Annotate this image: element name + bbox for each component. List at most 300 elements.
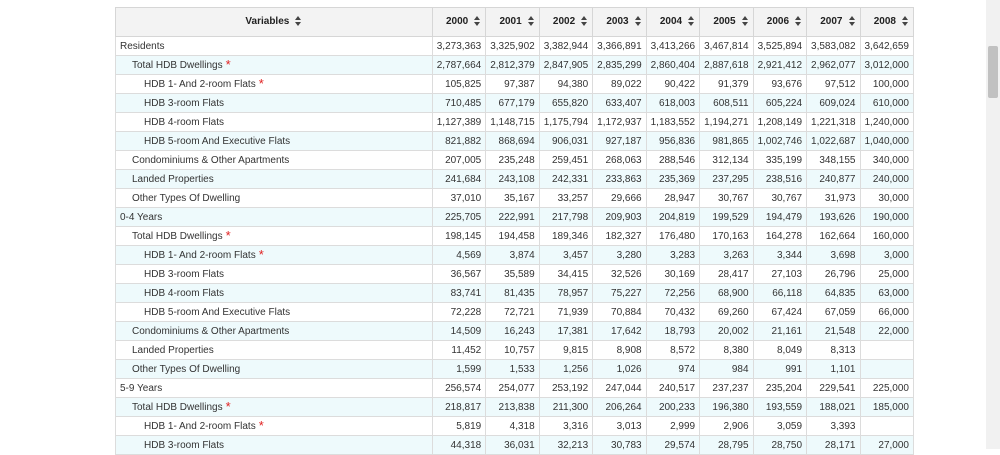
sort-icon[interactable] xyxy=(902,16,909,27)
value-cell: 8,908 xyxy=(593,341,646,360)
value-cell: 3,013 xyxy=(593,417,646,436)
value-cell: 75,227 xyxy=(593,284,646,303)
value-cell: 1,148,715 xyxy=(486,113,539,132)
value-cell: 105,825 xyxy=(432,75,485,94)
table-row xyxy=(116,417,914,436)
row-label-cell xyxy=(116,94,433,113)
row-label-cell xyxy=(116,189,433,208)
row-label-cell xyxy=(116,246,433,265)
column-header-year[interactable] xyxy=(860,8,914,37)
value-cell: 229,541 xyxy=(807,379,860,398)
value-cell: 30,169 xyxy=(646,265,699,284)
value-cell: 30,767 xyxy=(753,189,806,208)
data-table-viewport[interactable] xyxy=(115,7,909,451)
footnote-asterisk-icon[interactable]: * xyxy=(258,246,264,262)
value-cell: 2,887,618 xyxy=(700,56,753,75)
value-cell: 608,511 xyxy=(700,94,753,113)
value-cell: 233,863 xyxy=(593,170,646,189)
row-label-cell xyxy=(116,132,433,151)
value-cell: 28,750 xyxy=(753,436,806,455)
value-cell: 2,812,379 xyxy=(486,56,539,75)
value-cell: 1,040,000 xyxy=(860,132,914,151)
value-cell: 28,947 xyxy=(646,189,699,208)
value-cell: 16,243 xyxy=(486,322,539,341)
column-header-year[interactable] xyxy=(432,8,485,37)
value-cell: 28,795 xyxy=(700,436,753,455)
value-cell: 18,793 xyxy=(646,322,699,341)
value-cell: 237,237 xyxy=(700,379,753,398)
table-row xyxy=(116,322,914,341)
value-cell: 906,031 xyxy=(539,132,592,151)
row-label: HDB 1- And 2-room Flats xyxy=(144,249,256,261)
row-label: Landed Properties xyxy=(132,344,214,356)
value-cell: 170,163 xyxy=(700,227,753,246)
table-row xyxy=(116,113,914,132)
value-cell: 655,820 xyxy=(539,94,592,113)
value-cell: 89,022 xyxy=(593,75,646,94)
value-cell: 633,407 xyxy=(593,94,646,113)
value-cell: 254,077 xyxy=(486,379,539,398)
column-header-label: Variables xyxy=(245,16,290,28)
value-cell: 34,415 xyxy=(539,265,592,284)
footnote-asterisk-icon[interactable]: * xyxy=(225,56,231,72)
value-cell: 30,000 xyxy=(860,189,914,208)
value-cell: 3,012,000 xyxy=(860,56,914,75)
value-cell: 67,059 xyxy=(807,303,860,322)
value-cell: 2,906 xyxy=(700,417,753,436)
data-table xyxy=(115,7,914,455)
value-cell: 2,835,299 xyxy=(593,56,646,75)
row-label-cell xyxy=(116,265,433,284)
value-cell: 70,432 xyxy=(646,303,699,322)
row-label-cell xyxy=(116,379,433,398)
value-cell: 9,815 xyxy=(539,341,592,360)
value-cell: 20,002 xyxy=(700,322,753,341)
table-row xyxy=(116,379,914,398)
row-label: HDB 1- And 2-room Flats xyxy=(144,420,256,432)
value-cell: 14,509 xyxy=(432,322,485,341)
column-header-label: 2005 xyxy=(713,16,736,28)
sort-icon[interactable] xyxy=(528,16,535,27)
value-cell: 35,589 xyxy=(486,265,539,284)
table-row xyxy=(116,227,914,246)
value-cell: 31,973 xyxy=(807,189,860,208)
value-cell: 243,108 xyxy=(486,170,539,189)
value-cell: 44,318 xyxy=(432,436,485,455)
value-cell: 204,819 xyxy=(646,208,699,227)
column-header-year[interactable] xyxy=(486,8,539,37)
column-header-label: 2003 xyxy=(606,16,629,28)
value-cell: 28,417 xyxy=(700,265,753,284)
value-cell: 207,005 xyxy=(432,151,485,170)
value-cell: 193,559 xyxy=(753,398,806,417)
value-cell: 3,280 xyxy=(593,246,646,265)
value-cell: 3,874 xyxy=(486,246,539,265)
value-cell: 8,049 xyxy=(753,341,806,360)
value-cell: 63,000 xyxy=(860,284,914,303)
value-cell: 1,002,746 xyxy=(753,132,806,151)
table-row xyxy=(116,56,914,75)
value-cell: 3,325,902 xyxy=(486,37,539,56)
value-cell: 198,145 xyxy=(432,227,485,246)
column-header-year[interactable] xyxy=(807,8,860,37)
row-label: Other Types Of Dwelling xyxy=(132,363,241,375)
footnote-asterisk-icon[interactable]: * xyxy=(225,398,231,414)
value-cell: 3,467,814 xyxy=(700,37,753,56)
table-row xyxy=(116,151,914,170)
value-cell: 2,787,664 xyxy=(432,56,485,75)
value-cell: 3,283 xyxy=(646,246,699,265)
value-cell: 72,228 xyxy=(432,303,485,322)
value-cell: 1,175,794 xyxy=(539,113,592,132)
column-header-label: 2002 xyxy=(552,16,576,28)
row-label-cell xyxy=(116,227,433,246)
scrollbar-thumb[interactable] xyxy=(988,46,998,98)
row-label-cell xyxy=(116,417,433,436)
column-header-label: 2008 xyxy=(873,16,896,28)
value-cell: 2,860,404 xyxy=(646,56,699,75)
sort-icon[interactable] xyxy=(635,16,642,27)
column-header-year[interactable] xyxy=(593,8,646,37)
value-cell: 199,529 xyxy=(700,208,753,227)
value-cell: 164,278 xyxy=(753,227,806,246)
value-cell: 72,256 xyxy=(646,284,699,303)
value-cell: 2,962,077 xyxy=(807,56,860,75)
value-cell: 217,798 xyxy=(539,208,592,227)
value-cell: 256,574 xyxy=(432,379,485,398)
value-cell: 72,721 xyxy=(486,303,539,322)
value-cell: 1,183,552 xyxy=(646,113,699,132)
value-cell: 17,642 xyxy=(593,322,646,341)
value-cell: 8,313 xyxy=(807,341,860,360)
row-label: Landed Properties xyxy=(132,173,214,185)
row-label-cell xyxy=(116,113,433,132)
value-cell: 194,458 xyxy=(486,227,539,246)
value-cell: 348,155 xyxy=(807,151,860,170)
value-cell: 100,000 xyxy=(860,75,914,94)
row-label: HDB 5-room And Executive Flats xyxy=(144,306,291,318)
column-header-variables[interactable] xyxy=(116,8,433,37)
table-row xyxy=(116,436,914,455)
value-cell: 189,346 xyxy=(539,227,592,246)
value-cell: 3,698 xyxy=(807,246,860,265)
value-cell: 2,921,412 xyxy=(753,56,806,75)
value-cell: 288,546 xyxy=(646,151,699,170)
value-cell: 97,512 xyxy=(807,75,860,94)
column-header-label: 2000 xyxy=(445,16,469,28)
row-label: Total HDB Dwellings xyxy=(132,230,223,242)
value-cell: 8,572 xyxy=(646,341,699,360)
column-header-year[interactable] xyxy=(539,8,592,37)
row-label: HDB 1- And 2-room Flats xyxy=(144,78,256,90)
sort-icon[interactable] xyxy=(688,16,695,27)
value-cell: 605,224 xyxy=(753,94,806,113)
sort-icon[interactable] xyxy=(795,16,802,27)
value-cell: 78,957 xyxy=(539,284,592,303)
value-cell: 37,010 xyxy=(432,189,485,208)
value-cell: 83,741 xyxy=(432,284,485,303)
row-label: HDB 4-room Flats xyxy=(144,116,225,128)
value-cell: 3,413,266 xyxy=(646,37,699,56)
value-cell: 21,548 xyxy=(807,322,860,341)
value-cell: 218,817 xyxy=(432,398,485,417)
row-label-cell xyxy=(116,170,433,189)
value-cell: 710,485 xyxy=(432,94,485,113)
value-cell: 3,382,944 xyxy=(539,37,592,56)
value-cell: 259,451 xyxy=(539,151,592,170)
value-cell: 225,705 xyxy=(432,208,485,227)
value-cell: 32,213 xyxy=(539,436,592,455)
column-header-year[interactable] xyxy=(700,8,753,37)
value-cell: 241,684 xyxy=(432,170,485,189)
value-cell: 33,257 xyxy=(539,189,592,208)
value-cell: 984 xyxy=(700,360,753,379)
value-cell: 70,884 xyxy=(593,303,646,322)
row-label: HDB 4-room Flats xyxy=(144,287,225,299)
value-cell: 3,263 xyxy=(700,246,753,265)
value-cell: 66,000 xyxy=(860,303,914,322)
value-cell: 193,626 xyxy=(807,208,860,227)
row-label-cell xyxy=(116,322,433,341)
value-cell: 868,694 xyxy=(486,132,539,151)
row-label: Other Types Of Dwelling xyxy=(132,192,241,204)
vertical-scrollbar[interactable] xyxy=(986,0,1000,449)
sort-icon[interactable] xyxy=(742,16,749,27)
value-cell: 11,452 xyxy=(432,341,485,360)
value-cell: 1,221,318 xyxy=(807,113,860,132)
row-label-cell xyxy=(116,398,433,417)
row-label: HDB 3-room Flats xyxy=(144,97,225,109)
value-cell: 32,526 xyxy=(593,265,646,284)
value-cell: 956,836 xyxy=(646,132,699,151)
value-cell: 27,103 xyxy=(753,265,806,284)
value-cell: 97,387 xyxy=(486,75,539,94)
value-cell: 3,525,894 xyxy=(753,37,806,56)
value-cell: 3,316 xyxy=(539,417,592,436)
table-row xyxy=(116,94,914,113)
value-cell: 17,381 xyxy=(539,322,592,341)
value-cell: 610,000 xyxy=(860,94,914,113)
value-cell: 188,021 xyxy=(807,398,860,417)
value-cell: 91,379 xyxy=(700,75,753,94)
value-cell: 268,063 xyxy=(593,151,646,170)
value-cell: 242,331 xyxy=(539,170,592,189)
value-cell: 1,240,000 xyxy=(860,113,914,132)
value-cell: 10,757 xyxy=(486,341,539,360)
value-cell: 36,567 xyxy=(432,265,485,284)
row-label: HDB 3-room Flats xyxy=(144,439,225,451)
value-cell: 1,208,149 xyxy=(753,113,806,132)
value-cell: 68,900 xyxy=(700,284,753,303)
table-row xyxy=(116,360,914,379)
value-cell: 2,847,905 xyxy=(539,56,592,75)
table-row xyxy=(116,132,914,151)
value-cell: 340,000 xyxy=(860,151,914,170)
value-cell: 235,369 xyxy=(646,170,699,189)
column-header-year[interactable] xyxy=(753,8,806,37)
value-cell: 27,000 xyxy=(860,436,914,455)
table-row xyxy=(116,341,914,360)
value-cell: 206,264 xyxy=(593,398,646,417)
value-cell: 240,000 xyxy=(860,170,914,189)
value-cell: 1,256 xyxy=(539,360,592,379)
value-cell: 927,187 xyxy=(593,132,646,151)
header-row xyxy=(116,8,914,37)
value-cell: 162,664 xyxy=(807,227,860,246)
value-cell: 981,865 xyxy=(700,132,753,151)
value-cell: 35,167 xyxy=(486,189,539,208)
value-cell: 30,783 xyxy=(593,436,646,455)
row-label-cell xyxy=(116,303,433,322)
value-cell: 81,435 xyxy=(486,284,539,303)
value-cell: 176,480 xyxy=(646,227,699,246)
table-row xyxy=(116,189,914,208)
row-label: 0-4 Years xyxy=(120,211,163,223)
value-cell: 213,838 xyxy=(486,398,539,417)
value-cell: 1,101 xyxy=(807,360,860,379)
value-cell: 677,179 xyxy=(486,94,539,113)
value-cell: 3,344 xyxy=(753,246,806,265)
column-header-label: 2006 xyxy=(766,16,790,28)
row-label-cell xyxy=(116,284,433,303)
sort-icon[interactable] xyxy=(849,16,856,27)
value-cell: 237,295 xyxy=(700,170,753,189)
value-cell: 3,393 xyxy=(807,417,860,436)
row-label: Condominiums & Other Apartments xyxy=(132,325,290,337)
value-cell: 821,882 xyxy=(432,132,485,151)
column-header-label: 2004 xyxy=(659,16,683,28)
sort-icon[interactable] xyxy=(295,16,302,27)
value-cell: 3,059 xyxy=(753,417,806,436)
sort-icon[interactable] xyxy=(474,16,481,27)
value-cell: 209,903 xyxy=(593,208,646,227)
table-row xyxy=(116,398,914,417)
value-cell: 1,194,271 xyxy=(700,113,753,132)
value-cell: 240,877 xyxy=(807,170,860,189)
value-cell: 29,574 xyxy=(646,436,699,455)
value-cell: 21,161 xyxy=(753,322,806,341)
row-label-cell xyxy=(116,56,433,75)
value-cell: 253,192 xyxy=(539,379,592,398)
value-cell: 3,000 xyxy=(860,246,914,265)
table-body xyxy=(116,37,914,455)
value-cell: 93,676 xyxy=(753,75,806,94)
value-cell: 200,233 xyxy=(646,398,699,417)
value-cell: 1,172,937 xyxy=(593,113,646,132)
footnote-asterisk-icon[interactable]: * xyxy=(258,75,264,91)
value-cell: 196,380 xyxy=(700,398,753,417)
value-cell: 222,991 xyxy=(486,208,539,227)
value-cell: 211,300 xyxy=(539,398,592,417)
value-cell: 64,835 xyxy=(807,284,860,303)
value-cell: 185,000 xyxy=(860,398,914,417)
column-header-year[interactable] xyxy=(646,8,699,37)
row-label: 5-9 Years xyxy=(120,382,163,394)
row-label: HDB 3-room Flats xyxy=(144,268,225,280)
value-cell xyxy=(860,417,914,436)
value-cell: 3,583,082 xyxy=(807,37,860,56)
value-cell: 8,380 xyxy=(700,341,753,360)
column-header-label: 2007 xyxy=(820,16,843,28)
value-cell: 3,457 xyxy=(539,246,592,265)
table-row xyxy=(116,246,914,265)
table-row xyxy=(116,208,914,227)
value-cell: 238,516 xyxy=(753,170,806,189)
row-label-cell xyxy=(116,75,433,94)
row-label-cell xyxy=(116,360,433,379)
value-cell: 1,533 xyxy=(486,360,539,379)
value-cell: 69,260 xyxy=(700,303,753,322)
value-cell: 1,022,687 xyxy=(807,132,860,151)
row-label-cell xyxy=(116,151,433,170)
value-cell: 3,366,891 xyxy=(593,37,646,56)
value-cell xyxy=(860,341,914,360)
row-label-cell xyxy=(116,208,433,227)
value-cell: 194,479 xyxy=(753,208,806,227)
value-cell: 67,424 xyxy=(753,303,806,322)
value-cell: 94,380 xyxy=(539,75,592,94)
value-cell: 25,000 xyxy=(860,265,914,284)
footnote-asterisk-icon[interactable]: * xyxy=(258,417,264,433)
table-row xyxy=(116,37,914,56)
row-label: Condominiums & Other Apartments xyxy=(132,154,290,166)
value-cell: 3,273,363 xyxy=(432,37,485,56)
value-cell: 71,939 xyxy=(539,303,592,322)
row-label: HDB 5-room And Executive Flats xyxy=(144,135,291,147)
value-cell: 609,024 xyxy=(807,94,860,113)
value-cell: 974 xyxy=(646,360,699,379)
value-cell: 235,204 xyxy=(753,379,806,398)
value-cell: 29,666 xyxy=(593,189,646,208)
value-cell: 160,000 xyxy=(860,227,914,246)
value-cell: 22,000 xyxy=(860,322,914,341)
value-cell: 235,248 xyxy=(486,151,539,170)
sort-icon[interactable] xyxy=(581,16,588,27)
value-cell: 30,767 xyxy=(700,189,753,208)
row-label: Total HDB Dwellings xyxy=(132,59,223,71)
table-row xyxy=(116,265,914,284)
value-cell: 28,171 xyxy=(807,436,860,455)
value-cell: 1,127,389 xyxy=(432,113,485,132)
table-row xyxy=(116,284,914,303)
row-label-cell xyxy=(116,436,433,455)
value-cell: 190,000 xyxy=(860,208,914,227)
value-cell: 3,642,659 xyxy=(860,37,914,56)
value-cell: 66,118 xyxy=(753,284,806,303)
column-header-label: 2001 xyxy=(499,16,522,28)
value-cell: 225,000 xyxy=(860,379,914,398)
value-cell: 5,819 xyxy=(432,417,485,436)
value-cell: 36,031 xyxy=(486,436,539,455)
value-cell: 4,318 xyxy=(486,417,539,436)
row-label-cell xyxy=(116,341,433,360)
row-label: Residents xyxy=(120,40,165,52)
value-cell: 247,044 xyxy=(593,379,646,398)
value-cell: 240,517 xyxy=(646,379,699,398)
value-cell: 1,599 xyxy=(432,360,485,379)
value-cell: 335,199 xyxy=(753,151,806,170)
value-cell: 2,999 xyxy=(646,417,699,436)
value-cell: 4,569 xyxy=(432,246,485,265)
value-cell: 182,327 xyxy=(593,227,646,246)
value-cell xyxy=(860,360,914,379)
value-cell: 90,422 xyxy=(646,75,699,94)
row-label: Total HDB Dwellings xyxy=(132,401,223,413)
footnote-asterisk-icon[interactable]: * xyxy=(225,227,231,243)
value-cell: 1,026 xyxy=(593,360,646,379)
value-cell: 312,134 xyxy=(700,151,753,170)
table-row xyxy=(116,75,914,94)
